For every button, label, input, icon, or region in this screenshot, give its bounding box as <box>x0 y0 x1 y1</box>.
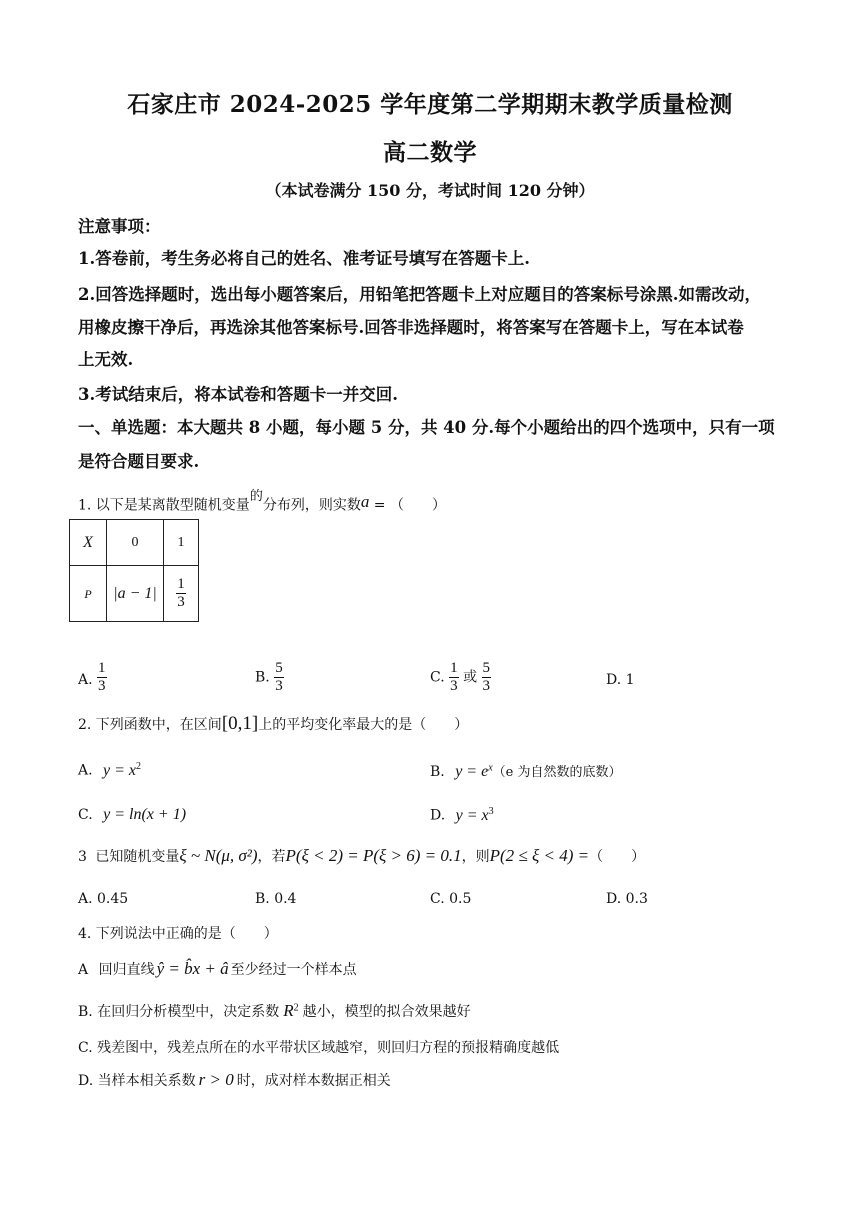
q3-option-d: D. 0.3 <box>606 891 648 907</box>
distribution-table <box>69 519 199 622</box>
q1-c-den1: 3 <box>450 678 458 694</box>
exam-note: （本试卷满分 150 分，考试时间 120 分钟） <box>265 181 595 200</box>
q4-option-b-sup: 2 <box>293 1002 299 1014</box>
table-p-0: |a − 1| <box>113 584 157 602</box>
table-p-1-den: 3 <box>177 594 185 610</box>
q2-stem-part-b: 上的平均变化率最大的是（ ） <box>258 717 469 733</box>
q2-option-d-expr: y = x <box>455 806 489 824</box>
q4-option-d-text-1: D. 当样本相关系数 <box>78 1073 196 1089</box>
q4-option-d-expr: r > 0 <box>198 1070 234 1089</box>
q4-option-d <box>78 1070 391 1090</box>
q3-stem-part-c: ，则 <box>461 849 490 865</box>
q1-option-c-or: 或 <box>463 669 478 686</box>
q4-option-a <box>78 959 357 979</box>
q1-c-den2: 3 <box>482 678 491 694</box>
q1-option-b-frac <box>274 660 284 695</box>
q4-option-b-text-2: 越小，模型的拟合效果越好 <box>302 1004 471 1020</box>
q1-b-den: 3 <box>275 678 283 694</box>
q1-option-b <box>255 660 284 695</box>
q1-stem-part-b: 分布列，则实数 <box>262 497 361 514</box>
q1-c-num2: 5 <box>482 660 491 676</box>
q2-option-c-expr: y = ln(x + 1) <box>103 806 187 823</box>
q2-option-d-sup: 3 <box>488 806 494 817</box>
q4-option-a-expr: ŷ = b̂x + â <box>156 959 229 978</box>
notice-heading: 注意事项： <box>78 217 161 236</box>
q1-stem-var: a <box>360 491 370 511</box>
q2-option-b-sup: x <box>488 762 493 774</box>
question-1-stem <box>78 489 446 515</box>
q1-stem-part-a: 1. 以下是某离散型随机变量 <box>78 497 250 514</box>
table-p-1-num: 1 <box>177 576 185 592</box>
table-p-1 <box>176 576 186 611</box>
q4-option-b-text-1: B. 在回归分析模型中，决定系数 <box>78 1004 280 1020</box>
q1-option-a-label: A. <box>78 671 98 688</box>
q2-option-c <box>78 806 186 824</box>
q2-option-b <box>430 761 621 781</box>
q1-stem-part-c: = （ ） <box>369 497 446 514</box>
q3-option-a: A. 0.45 <box>78 891 129 907</box>
q3-distribution: ξ ~ N(μ, σ²) <box>179 846 258 865</box>
question-3-stem <box>78 846 645 866</box>
q1-option-c <box>430 660 491 695</box>
notice-item-1: 1.答卷前，考生务必将自己的姓名、准考证号填写在答题卡上. <box>78 249 530 268</box>
q3-condition: P(ξ < 2) = P(ξ > 6) = 0.1 <box>285 846 462 865</box>
notice-item-3: 3.考试结束后，将本试卷和答题卡一并交回. <box>78 385 398 404</box>
q1-a-den: 3 <box>98 678 106 694</box>
q2-stem-part-a: 2. 下列函数中，在区间 <box>78 717 222 733</box>
q4-option-a-text-1: 回归直线 <box>98 962 155 978</box>
q1-c-num1: 1 <box>450 660 458 676</box>
question-2-stem <box>78 713 468 735</box>
q1-option-d: D. 1 <box>606 672 635 688</box>
section-1-line-1: 一、单选题：本大题共 8 小题，每小题 5 分，共 40 分.每个小题给出的四个选项中，只有一项 <box>78 418 775 437</box>
table-x-1: 1 <box>177 535 185 550</box>
q1-option-c-frac-2 <box>482 660 492 695</box>
q2-option-b-note: （e 为自然数的底数） <box>492 765 622 780</box>
table-x-0: 0 <box>131 535 139 550</box>
q3-option-c: C. 0.5 <box>430 891 472 907</box>
q1-option-b-label: B. <box>255 669 275 686</box>
q3-stem-part-b: ，若 <box>257 849 286 865</box>
q4-option-c: C. 残差图中，残差点所在的水平带状区域越窄，则回归方程的预报精确度越低 <box>78 1040 560 1056</box>
q3-paren: （ ） <box>589 849 646 865</box>
q2-option-c-label: C. <box>78 807 93 823</box>
q4-option-a-text-2: 至少经过一个样本点 <box>230 962 357 978</box>
q4-option-b-var: R <box>283 1001 294 1020</box>
q2-option-a-label: A. <box>78 762 93 779</box>
q3-ask: P(2 ≤ ξ < 4) = <box>489 846 590 865</box>
q3-option-b: B. 0.4 <box>255 891 297 907</box>
q4-option-b <box>78 1001 471 1021</box>
q2-option-a-expr: y = x <box>103 761 137 779</box>
q1-stem-sup: 的 <box>249 489 263 504</box>
q1-option-c-frac-1 <box>449 660 459 695</box>
q3-num: 3 <box>78 849 87 865</box>
q2-option-d <box>430 806 494 825</box>
q3-stem-part-a: 已知随机变量 <box>95 849 180 865</box>
q2-option-a <box>78 761 141 780</box>
notice-item-2-line-2: 用橡皮擦干净后，再选涂其他答案标号.回答非选择题时，将答案写在答题卡上，写在本试卷 <box>78 318 744 337</box>
q2-option-b-expr: y = e <box>455 763 489 780</box>
exam-title: 石家庄市 2024-2025 学年度第二学期期末教学质量检测 <box>127 91 733 118</box>
question-4-stem: 4. 下列说法中正确的是（ ） <box>78 926 278 942</box>
q1-option-c-label: C. <box>430 669 450 686</box>
q2-interval: [0,1] <box>221 713 259 734</box>
exam-subject: 高二数学 <box>383 139 477 166</box>
q4-option-a-label: A <box>78 962 89 978</box>
q1-option-a <box>78 660 107 695</box>
q1-b-num: 5 <box>275 660 283 676</box>
q1-option-a-frac <box>97 660 107 695</box>
notice-item-2-line-3: 上无效. <box>78 350 134 369</box>
q1-a-num: 1 <box>98 660 106 676</box>
q4-option-d-text-2: 时，成对样本数据正相关 <box>236 1073 391 1089</box>
notice-item-2-line-1: 2.回答选择题时，选出每小题答案后，用铅笔把答题卡上对应题目的答案标号涂黑.如需改动， <box>78 285 761 304</box>
q2-option-b-label: B. <box>430 764 445 780</box>
section-1-line-2: 是符合题目要求. <box>78 452 200 471</box>
q2-option-a-sup: 2 <box>136 761 142 772</box>
table-x-label: X <box>83 533 93 551</box>
table-p-label: P <box>84 586 92 601</box>
q2-option-d-label: D. <box>430 807 446 824</box>
